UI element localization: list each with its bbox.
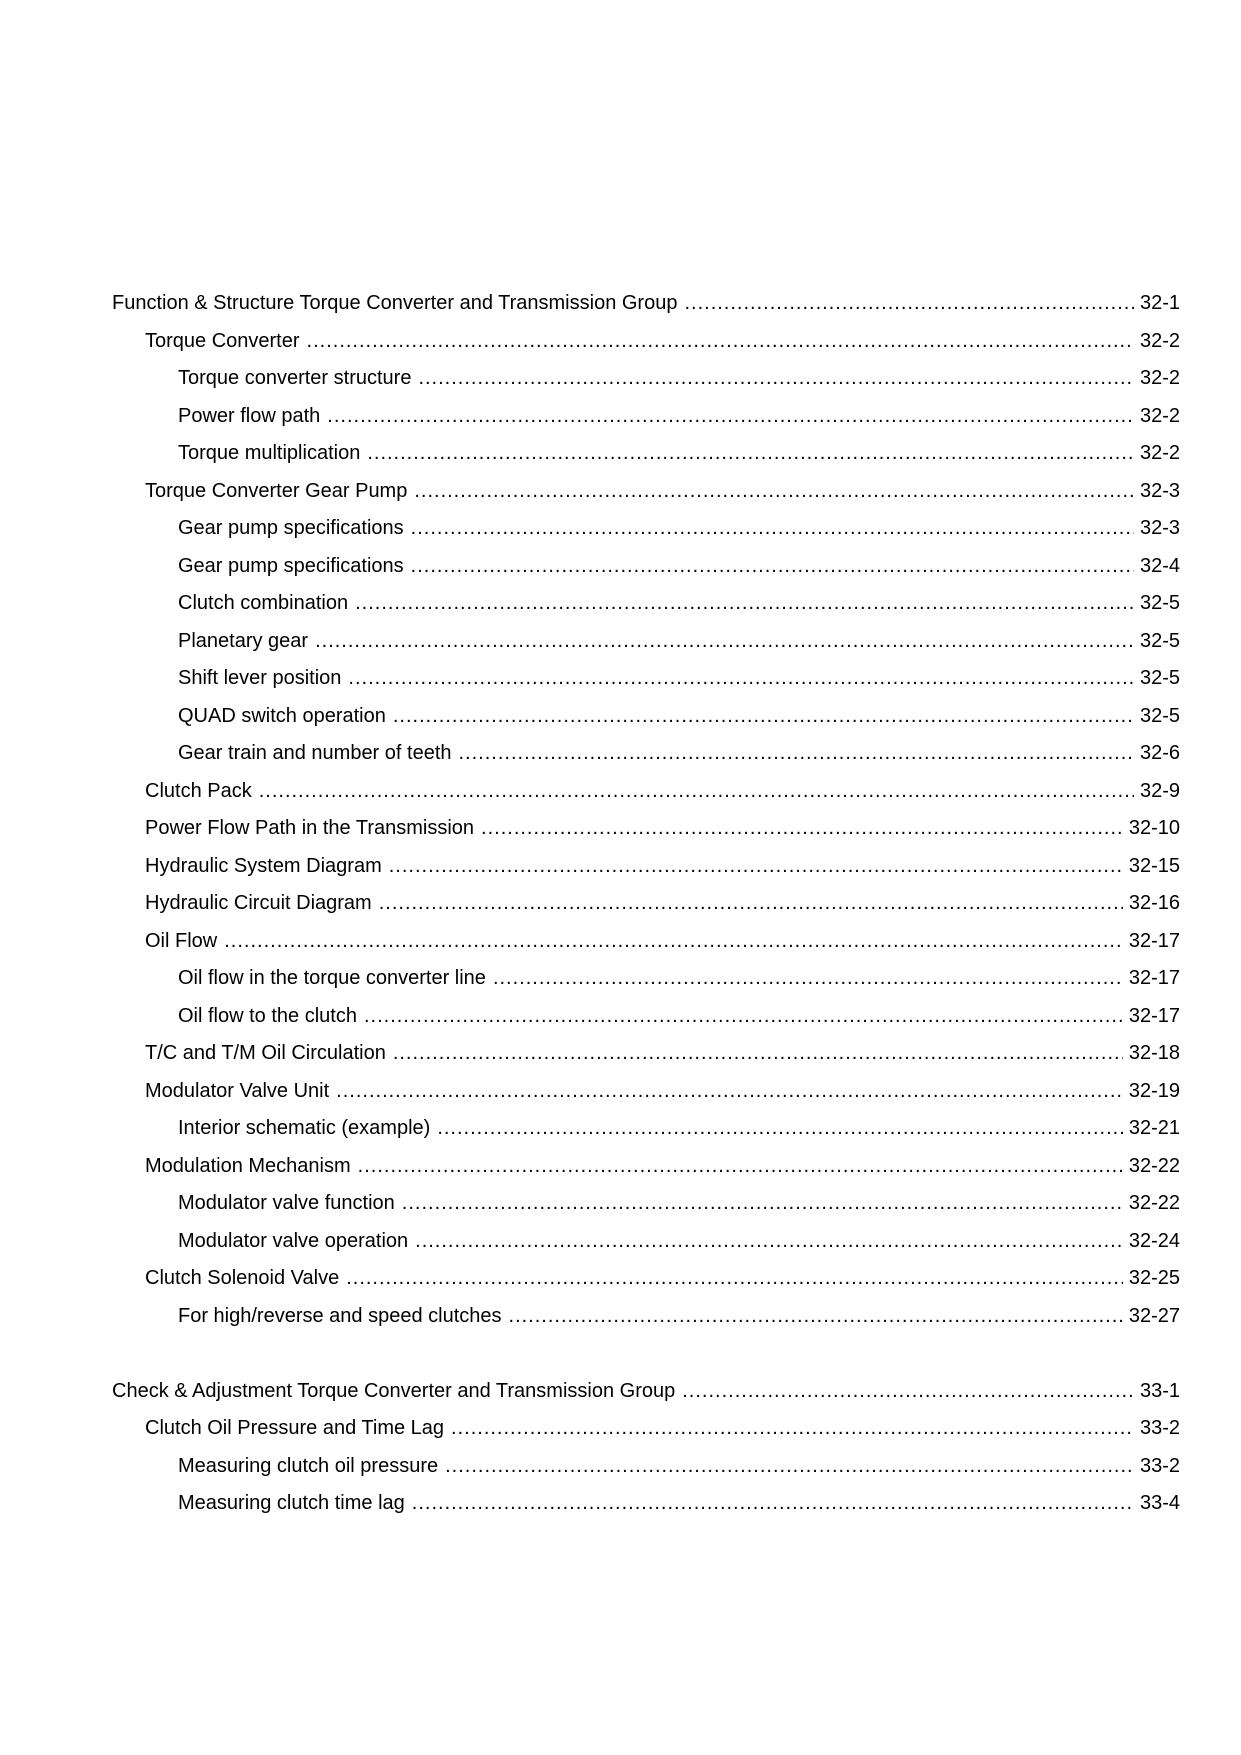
dot-leader xyxy=(364,998,1123,1036)
toc-entry-page: 32-15 xyxy=(1128,854,1180,877)
toc-entry-page: 33-1 xyxy=(1139,1379,1180,1402)
dot-leader xyxy=(307,323,1134,361)
toc-entry-label: Planetary gear xyxy=(178,629,309,652)
toc-entry-page: 32-25 xyxy=(1128,1267,1180,1289)
toc-entry-label: Gear pump specifications xyxy=(178,554,404,577)
dot-leader xyxy=(259,773,1134,811)
toc-entry xyxy=(112,1185,1180,1223)
dot-leader xyxy=(327,398,1134,436)
toc-entry-page: 32-3 xyxy=(1139,517,1180,539)
toc-entry-label: Clutch Solenoid Valve xyxy=(145,1267,340,1289)
toc-entry-page: 32-5 xyxy=(1139,629,1180,652)
toc-entry-page: 32-4 xyxy=(1139,554,1180,577)
toc-entry-page: 32-2 xyxy=(1139,329,1180,352)
toc-entry-label: Hydraulic System Diagram xyxy=(145,854,382,877)
toc-entry xyxy=(112,1110,1180,1148)
toc-entry-page: 32-5 xyxy=(1139,704,1180,727)
dot-leader xyxy=(415,1223,1123,1261)
toc-entry-label: Function & Structure Torque Converter and Transmission Group xyxy=(112,292,678,314)
dot-leader xyxy=(493,960,1123,998)
toc-entry-label: Clutch Oil Pressure and Time Lag xyxy=(145,1417,445,1439)
toc-entry-page: 32-6 xyxy=(1139,742,1180,764)
dot-leader xyxy=(684,285,1134,323)
dot-leader xyxy=(459,735,1134,773)
toc-entry-page: 32-27 xyxy=(1128,1304,1180,1327)
dot-leader xyxy=(315,623,1134,661)
toc-entry xyxy=(112,1223,1180,1261)
dot-leader xyxy=(402,1185,1123,1223)
toc-entry-label: Modulator valve operation xyxy=(178,1229,409,1252)
toc-entry-label: Interior schematic (example) xyxy=(178,1117,431,1139)
toc-entry-page: 32-3 xyxy=(1139,479,1180,502)
toc-entry-label: Hydraulic Circuit Diagram xyxy=(145,892,372,914)
toc-entry xyxy=(112,810,1180,848)
toc-entry-label: Oil Flow xyxy=(145,929,218,952)
toc-entry xyxy=(112,360,1180,398)
toc-entry xyxy=(112,1148,1180,1186)
dot-leader xyxy=(355,585,1134,623)
dot-leader xyxy=(379,885,1123,923)
toc-entry-label: Torque Converter xyxy=(145,329,300,352)
dot-leader xyxy=(445,1448,1134,1486)
toc-entry xyxy=(112,1448,1180,1486)
toc-entry-page: 32-9 xyxy=(1139,779,1180,802)
toc-entry-page: 32-18 xyxy=(1128,1042,1180,1064)
dot-leader xyxy=(389,848,1123,886)
toc-entry-label: Check & Adjustment Torque Converter and Transmission Group xyxy=(112,1379,676,1402)
toc-entry xyxy=(112,435,1180,473)
dot-leader xyxy=(411,510,1134,548)
toc-section-1 xyxy=(112,285,1180,1335)
dot-leader xyxy=(412,1485,1134,1523)
toc-entry-label: T/C and T/M Oil Circulation xyxy=(145,1042,386,1064)
toc-entry xyxy=(112,735,1180,773)
toc-entry-page: 32-17 xyxy=(1128,967,1180,989)
dot-leader xyxy=(393,698,1134,736)
dot-leader xyxy=(393,1035,1123,1073)
toc-entry-label: Clutch combination xyxy=(178,592,349,614)
toc-entry-label: Modulator valve function xyxy=(178,1192,395,1214)
dot-leader xyxy=(346,1260,1123,1298)
dot-leader xyxy=(414,473,1134,511)
dot-leader xyxy=(348,660,1134,698)
toc-entry xyxy=(112,323,1180,361)
dot-leader xyxy=(224,923,1123,961)
toc-entry-label: Modulation Mechanism xyxy=(145,1154,351,1177)
toc-entry-label: Power flow path xyxy=(178,404,321,427)
toc-entry-label: Torque converter structure xyxy=(178,367,412,389)
toc-entry-label: Modulator Valve Unit xyxy=(145,1079,330,1102)
toc-entry-page: 33-4 xyxy=(1139,1492,1180,1514)
dot-leader xyxy=(437,1110,1123,1148)
dot-leader xyxy=(418,360,1134,398)
toc-entry xyxy=(112,585,1180,623)
dot-leader xyxy=(481,810,1123,848)
toc-entry-page: 32-2 xyxy=(1139,442,1180,464)
toc-entry xyxy=(112,1298,1180,1336)
toc-entry-label: QUAD switch operation xyxy=(178,704,386,727)
toc-entry-label: Measuring clutch time lag xyxy=(178,1492,405,1514)
toc-entry xyxy=(112,885,1180,923)
toc-entry-page: 32-2 xyxy=(1139,367,1180,389)
toc-entry-page: 32-1 xyxy=(1139,292,1180,314)
dot-leader xyxy=(336,1073,1123,1111)
toc-entry-page: 32-21 xyxy=(1128,1117,1180,1139)
dot-leader xyxy=(509,1298,1123,1336)
toc-entry xyxy=(112,1260,1180,1298)
toc-entry-page: 33-2 xyxy=(1139,1454,1180,1477)
dot-leader xyxy=(367,435,1134,473)
toc-entry xyxy=(112,398,1180,436)
toc-entry xyxy=(112,923,1180,961)
toc-entry-page: 32-19 xyxy=(1128,1079,1180,1102)
toc-entry-page: 32-5 xyxy=(1139,592,1180,614)
toc-entry-label: Clutch Pack xyxy=(145,779,252,802)
table-of-contents xyxy=(112,285,1180,1523)
toc-entry xyxy=(112,510,1180,548)
toc-entry xyxy=(112,473,1180,511)
toc-entry-label: Oil flow in the torque converter line xyxy=(178,967,486,989)
toc-entry xyxy=(112,1073,1180,1111)
toc-entry xyxy=(112,1373,1180,1411)
toc-entry-page: 33-2 xyxy=(1139,1417,1180,1439)
toc-entry-label: Gear train and number of teeth xyxy=(178,742,452,764)
toc-entry xyxy=(112,998,1180,1036)
toc-entry-page: 32-16 xyxy=(1128,892,1180,914)
toc-entry xyxy=(112,848,1180,886)
toc-entry xyxy=(112,285,1180,323)
toc-entry xyxy=(112,623,1180,661)
dot-leader xyxy=(682,1373,1134,1411)
toc-section-2 xyxy=(112,1373,1180,1523)
dot-leader xyxy=(451,1410,1134,1448)
toc-entry xyxy=(112,1410,1180,1448)
toc-entry-page: 32-17 xyxy=(1128,1004,1180,1027)
dot-leader xyxy=(358,1148,1123,1186)
toc-entry-page: 32-5 xyxy=(1139,667,1180,689)
toc-entry-label: Shift lever position xyxy=(178,667,342,689)
toc-entry-label: Torque Converter Gear Pump xyxy=(145,479,408,502)
toc-entry xyxy=(112,1485,1180,1523)
toc-entry xyxy=(112,773,1180,811)
toc-entry-page: 32-2 xyxy=(1139,404,1180,427)
toc-entry xyxy=(112,1035,1180,1073)
toc-entry-label: Torque multiplication xyxy=(178,442,361,464)
toc-entry-page: 32-22 xyxy=(1128,1154,1180,1177)
toc-entry-label: Power Flow Path in the Transmission xyxy=(145,817,475,839)
toc-entry xyxy=(112,698,1180,736)
toc-entry-label: Gear pump specifications xyxy=(178,517,404,539)
toc-entry-page: 32-22 xyxy=(1128,1192,1180,1214)
toc-entry xyxy=(112,548,1180,586)
toc-entry xyxy=(112,960,1180,998)
toc-entry-page: 32-24 xyxy=(1128,1229,1180,1252)
dot-leader xyxy=(411,548,1134,586)
toc-entry-label: For high/reverse and speed clutches xyxy=(178,1304,502,1327)
toc-entry-page: 32-10 xyxy=(1128,817,1180,839)
toc-entry-page: 32-17 xyxy=(1128,929,1180,952)
toc-entry-label: Oil flow to the clutch xyxy=(178,1004,357,1027)
toc-entry-label: Measuring clutch oil pressure xyxy=(178,1454,439,1477)
toc-entry xyxy=(112,660,1180,698)
